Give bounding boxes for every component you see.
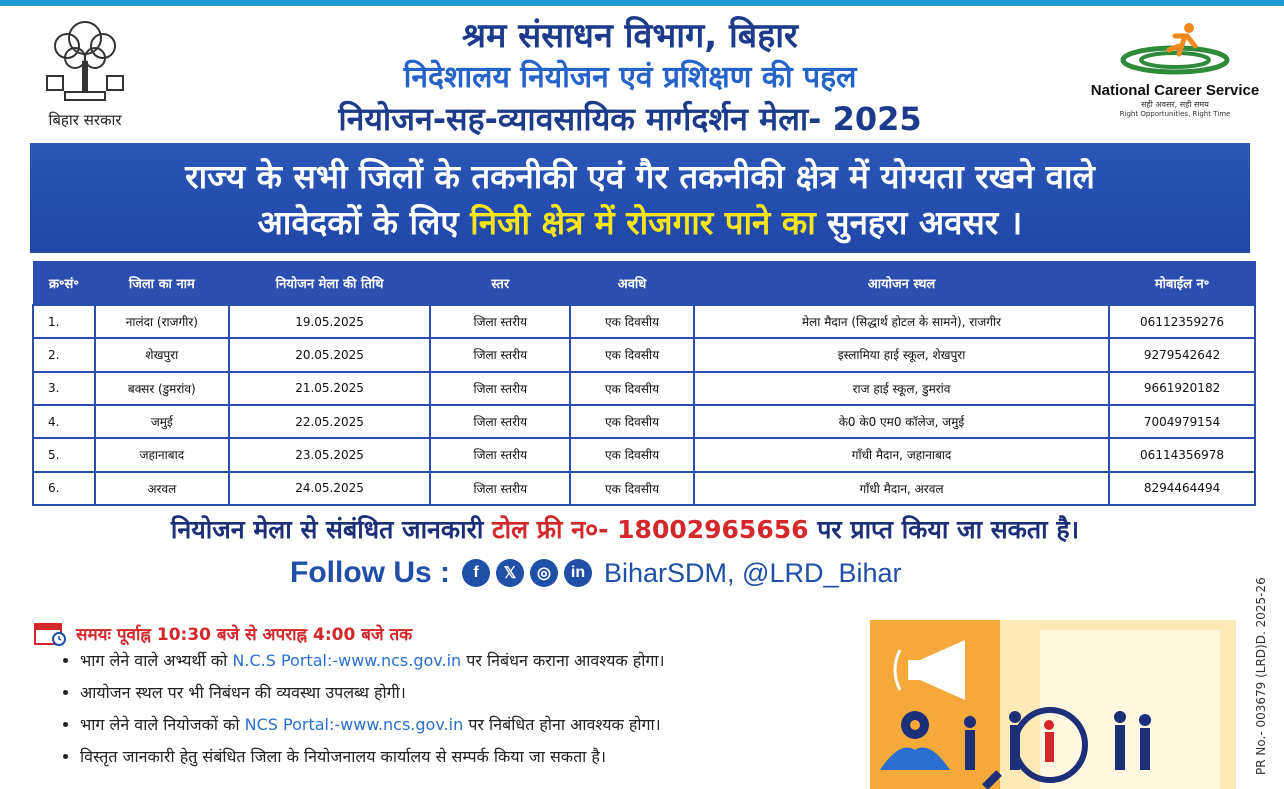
level-cell: जिला स्तरीय [430,405,570,438]
date-cell: 23.05.2025 [229,438,431,471]
serial-cell: 2. [33,338,95,371]
note-text: विस्तृत जानकारी हेतु संबंधित जिला के नियोजनालय कार्यालय से सम्पर्क किया जा सकता है। [80,747,606,766]
serial-cell: 3. [33,372,95,405]
banner-line-1: राज्य के सभी जिलों के तकनीकी एवं गैर तकनीकी क्षेत्र में योग्यता रखने वाले [185,157,1095,196]
column-header: नियोजन मेला की तिथि [229,262,431,306]
venue-cell: इस्लामिया हाई स्कूल, शेखपुरा [694,338,1109,371]
table-row [33,372,1255,405]
district-cell: शेखपुरा [95,338,229,371]
department-title: श्रम संसाधन विभाग, बिहार [462,16,798,56]
venue-cell: गाँधी मैदान, जहानाबाद [694,438,1109,471]
timing-text: समयः पूर्वाह्न 10:30 बजे से अपराह्न 4:00 बजे तक [76,624,413,645]
ncs-runner-icon [1115,20,1235,78]
duration-cell: एक दिवसीय [570,305,694,338]
directorate-subtitle: निदेशालय नियोजन एवं प्रशिक्षण की पहल [403,60,857,95]
table-row [33,338,1255,371]
timing-row [34,620,412,646]
note-text: भाग लेने वाले अभ्यर्थी को [80,651,228,670]
venue-cell: गाँधी मैदान, अरवल [694,472,1109,505]
linkedin-icon[interactable]: in [564,559,592,587]
banner-highlight: निजी क्षेत्र में रोजगार पाने का [470,203,816,242]
notes-list [60,645,840,773]
duration-cell: एक दिवसीय [570,405,694,438]
ncs-tagline-hindi: सही अवसर, सही समय [1141,100,1209,109]
follow-us-row [290,553,902,593]
title-block [230,14,1030,140]
district-cell: जहानाबाद [95,438,229,471]
table-row [33,305,1255,338]
column-header: क्र॰सं॰ [33,262,95,306]
job-fair-schedule-table [32,261,1256,506]
mobile-cell: 06114356978 [1109,438,1255,471]
column-header: जिला का नाम [95,262,229,306]
district-cell: जमुई [95,405,229,438]
column-header: स्तर [430,262,570,306]
date-cell: 20.05.2025 [229,338,431,371]
x-icon[interactable]: 𝕏 [496,559,524,587]
date-cell: 24.05.2025 [229,472,431,505]
date-cell: 22.05.2025 [229,405,431,438]
note-text: आयोजन स्थल पर भी निबंधन की व्यवस्था उपलब्ध होगी। [80,683,406,702]
follow-us-label: Follow Us : [290,556,450,589]
duration-cell: एक दिवसीय [570,372,694,405]
mobile-cell: 9279542642 [1109,338,1255,371]
ncs-portal-link[interactable]: NCS Portal:-www.ncs.gov.in [244,715,464,734]
district-cell: बक्सर (डुमरांव) [95,372,229,405]
mobile-cell: 8294464494 [1109,472,1255,505]
table-row [33,405,1255,438]
fair-title: नियोजन-सह-व्यावसायिक मार्गदर्शन मेला- 2025 [338,100,922,138]
tollfree-number: टोल फ्री न०- 18002965656 [492,515,809,544]
banner-line-2-prefix: आवेदकों के लिए [257,203,459,242]
emblem-caption: बिहार सरकार [48,111,122,129]
serial-cell: 6. [33,472,95,505]
recruitment-illustration [870,620,1236,789]
table-header-row [33,262,1255,306]
list-item [80,741,840,773]
ncs-name: National Career Service [1090,82,1260,99]
venue-cell: मेला मैदान (सिद्धार्थ होटल के सामने), राजगीर [694,305,1109,338]
facebook-icon[interactable]: f [462,559,490,587]
note-text: भाग लेने वाले नियोजकों को [80,715,240,734]
pr-number: PR No.- 003679 (LRD)D. 2025-26 [1254,577,1268,775]
duration-cell: एक दिवसीय [570,438,694,471]
column-header: अवधि [570,262,694,306]
mobile-cell: 06112359276 [1109,305,1255,338]
tollfree-prefix: नियोजन मेला से संबंधित जानकारी [170,515,484,544]
column-header: मोबाईल न॰ [1109,262,1255,306]
level-cell: जिला स्तरीय [430,305,570,338]
bihar-emblem [30,16,140,136]
date-cell: 21.05.2025 [229,372,431,405]
list-item [80,709,840,741]
ncs-logo [1085,20,1265,130]
duration-cell: एक दिवसीय [570,338,694,371]
date-cell: 19.05.2025 [229,305,431,338]
district-cell: नालंदा (राजगीर) [95,305,229,338]
mobile-cell: 9661920182 [1109,372,1255,405]
serial-cell: 5. [33,438,95,471]
column-header: आयोजन स्थल [694,262,1109,306]
gear-icon [901,711,929,739]
mobile-cell: 7004979154 [1109,405,1255,438]
venue-cell: के0 के0 एम0 कॉलेज, जमुई [694,405,1109,438]
level-cell: जिला स्तरीय [430,338,570,371]
level-cell: जिला स्तरीय [430,438,570,471]
district-cell: अरवल [95,472,229,505]
venue-cell: राज हाई स्कूल, डुमरांव [694,372,1109,405]
note-text: पर निबंधित होना आवश्यक होगा। [468,715,661,734]
tollfree-suffix: पर प्राप्त किया जा सकता है। [817,515,1080,544]
ncs-portal-link[interactable]: N.C.S Portal:-www.ncs.gov.in [232,651,462,670]
duration-cell: एक दिवसीय [570,472,694,505]
level-cell: जिला स्तरीय [430,372,570,405]
social-handles[interactable]: BiharSDM, @LRD_Bihar [604,557,902,588]
level-cell: जिला स्तरीय [430,472,570,505]
tollfree-notice [0,512,1250,546]
table-row [33,438,1255,471]
ncs-tagline-english: Right Opportunities, Right Time [1119,110,1231,118]
list-item [80,677,840,709]
opportunity-banner [30,143,1250,251]
bodhi-tree-emblem-icon [37,16,133,108]
poster-header [0,6,1284,140]
table-row [33,472,1255,505]
serial-cell: 1. [33,305,95,338]
list-item [80,645,840,677]
banner-line-2 [30,199,1250,244]
calendar-icon [34,620,66,646]
note-text: पर निबंधन कराना आवश्यक होगा। [466,651,665,670]
banner-line-2-suffix: सुनहरा अवसर । [827,203,1023,242]
instagram-icon[interactable]: ◎ [530,559,558,587]
serial-cell: 4. [33,405,95,438]
